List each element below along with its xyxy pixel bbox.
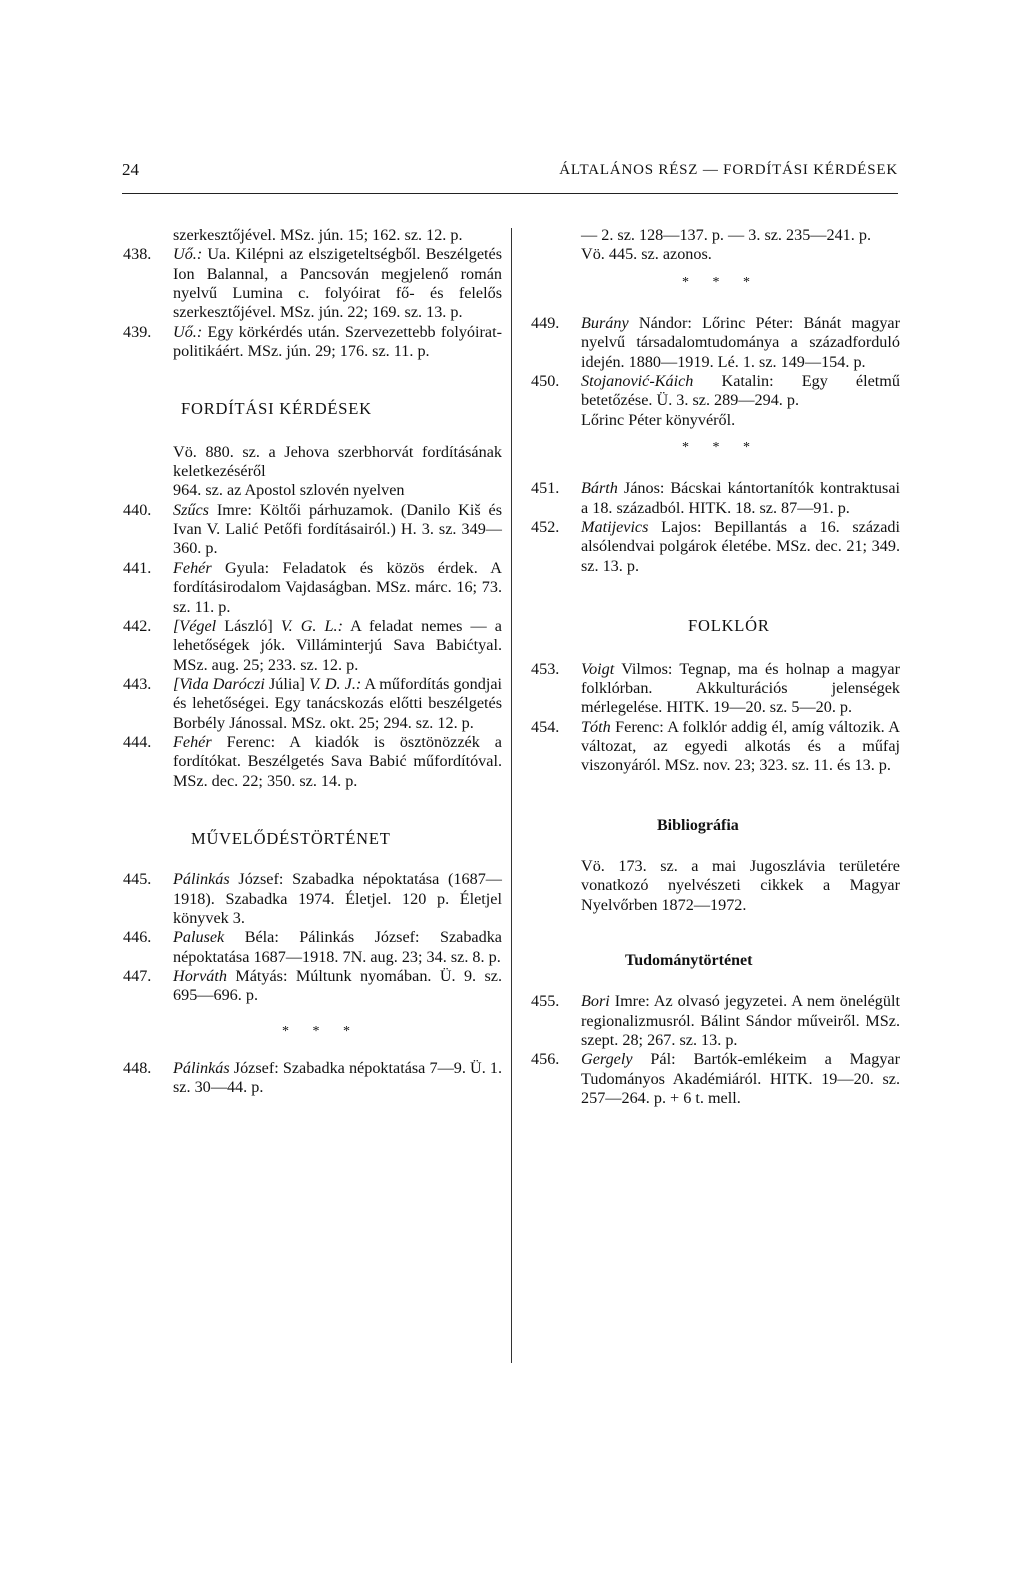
entry-454: 454. Tóth Ferenc: A folklór addig él, amíg változik. A változat, az egyedi alkotás és a műfaj viszonyáról. MSz. nov. 23; 323. sz. 11. és 13. p.: [531, 717, 900, 775]
entry-continuation: — 2. sz. 128—137. p. — 3. sz. 235—241. p.: [581, 226, 872, 244]
entry-452: 452. Matijevics Lajos: Bepillantás a 16. századi alsólendvai polgárok életébe. MSz. dec. 21; 349. sz. 13. p.: [531, 518, 900, 575]
entry-453: 453. Voigt Vilmos: Tegnap, ma és holnap a magyar folklórban. Akkulturációs jelenségek mérlegelése. HITK. 19—20. sz. 5—20. p.: [531, 659, 900, 717]
header-rule: [122, 193, 898, 194]
entry-438: 438. Uő.: Ua. Kilépni az elszigeteltségből. Beszélgetés Ion Balannal, a Pancsován megjelenő román nyelvű Lumina c. folyóirat fő- és felelős szerkesztőjével. MSz. jún. 22; 169. sz. 13. p.: [123, 245, 502, 322]
cross-reference-964: 964. sz. az Apostol szlovén nyelven: [173, 481, 405, 500]
cross-reference-880: Vö. 880. sz. a Jehova szerbhorvát fordításának keletkezéséről: [173, 442, 502, 481]
section-heading-muvelodestortenet: MŰVELŐDÉSTÖRTÉNET: [191, 828, 391, 848]
entry-442: 442. [Végel László] V. G. L.: A feladat nemes — a lehetőségek jók. Villáminterjú Sava Babićtyal. MSz. aug. 25; 233. sz. 12. p.: [123, 616, 502, 674]
entry-continuation: szerkesztőjével. MSz. jún. 15; 162. sz. 12. p.: [173, 226, 463, 244]
entry-446: 446. Palusek Béla: Pálinkás József: Szabadka népoktatása 1687—1918. 7N. aug. 23; 34. sz. 8. p.: [123, 928, 502, 966]
separator-stars: * * *: [682, 274, 760, 290]
entry-448: 448. Pálinkás József: Szabadka népoktatása 7—9. Ü. 1. sz. 30—44. p.: [123, 1059, 502, 1097]
entry-439: 439. Uő.: Egy körkérdés után. Szervezettebb folyóirat-politikáért. MSz. jún. 29; 176. sz. 11. p.: [123, 322, 502, 361]
running-head: ÁLTALÁNOS RÉSZ — FORDÍTÁSI KÉRDÉSEK: [559, 162, 898, 178]
section-heading-folklor: FOLKLÓR: [688, 616, 770, 636]
section-heading-bibliografia: Bibliográfia: [657, 816, 739, 834]
entry-444: 444. Fehér Ferenc: A kiadók is ösztönözzék a fordítókat. Beszélgetés Sava Babić műfordítóval. MSz. dec. 22; 350. sz. 14. p.: [123, 732, 502, 790]
page-number: 24: [122, 160, 139, 179]
right-column: [530, 226, 900, 1108]
cross-reference-173: Vö. 173. sz. a mai Jugoszlávia területére vonatkozó nyelvészeti cikkek a Magyar Nyelvőrben 1872—1972.: [581, 856, 900, 914]
cross-reference-445: Vö. 445. sz. azonos.: [581, 245, 712, 264]
entry-449: 449. Burány Nándor: Lőrinc Péter: Bánát magyar nyelvű társadalomtudománya a századforduló idején. 1880—1919. Lé. 1. sz. 149—154. p.: [531, 314, 900, 371]
entry-447: 447. Horváth Mátyás: Múltunk nyomában. Ü. 9. sz. 695—696. p.: [123, 967, 502, 1005]
column-divider: [511, 228, 512, 1363]
entry-451: 451. Bárth János: Bácskai kántortanítók kontraktusai a 18. századból. HITK. 18. sz. 87—91. p.: [531, 479, 900, 517]
entry-450: 450. Stojanović-Káich Katalin: Egy életmű betetőzése. Ü. 3. sz. 289—294. p. Lőrinc Péter könyvéről.: [531, 372, 900, 429]
separator-stars: * * *: [282, 1023, 360, 1039]
entry-440: 440. Szűcs Imre: Költői párhuzamok. (Danilo Kiš és Ivan V. Lalić Petőfi fordításairól.) H. 3. sz. 349—360. p.: [123, 500, 502, 558]
entry-455: 455. Bori Imre: Az olvasó jegyzetei. A nem önelégült regionalizmusról. Bálint Sándor műveiről. MSz. szept. 28; 267. sz. 13. p.: [531, 992, 900, 1049]
entry-456: 456. Gergely Pál: Bartók-emlékeim a Magyar Tudományos Akadémiáról. HITK. 19—20. sz. 257—264. p. + 6 t. mell.: [531, 1050, 900, 1107]
left-column: [122, 226, 502, 1098]
entry-445: 445. Pálinkás József: Szabadka népoktatása (1687—1918). Szabadka 1974. Életjel. 120 p. Életjel könyvek 3.: [123, 870, 502, 927]
section-heading-tudomanytortenet: Tudománytörténet: [625, 951, 753, 969]
section-heading-forditasi: FORDÍTÁSI KÉRDÉSEK: [181, 399, 372, 419]
entry-441: 441. Fehér Gyula: Feladatok és közös érdek. A fordításirodalom Vajdaságban. MSz. márc. 16; 73. sz. 11. p.: [123, 558, 502, 616]
separator-stars: * * *: [682, 440, 760, 456]
entry-443: 443. [Vida Daróczi Júlia] V. D. J.: A műfordítás gondjai és lehetőségei. Egy tanácskozás előtti beszélgetés Borbély Jánossal. MSz. okt. 25; 294. sz. 12. p.: [123, 674, 502, 732]
page-header: [122, 160, 898, 190]
